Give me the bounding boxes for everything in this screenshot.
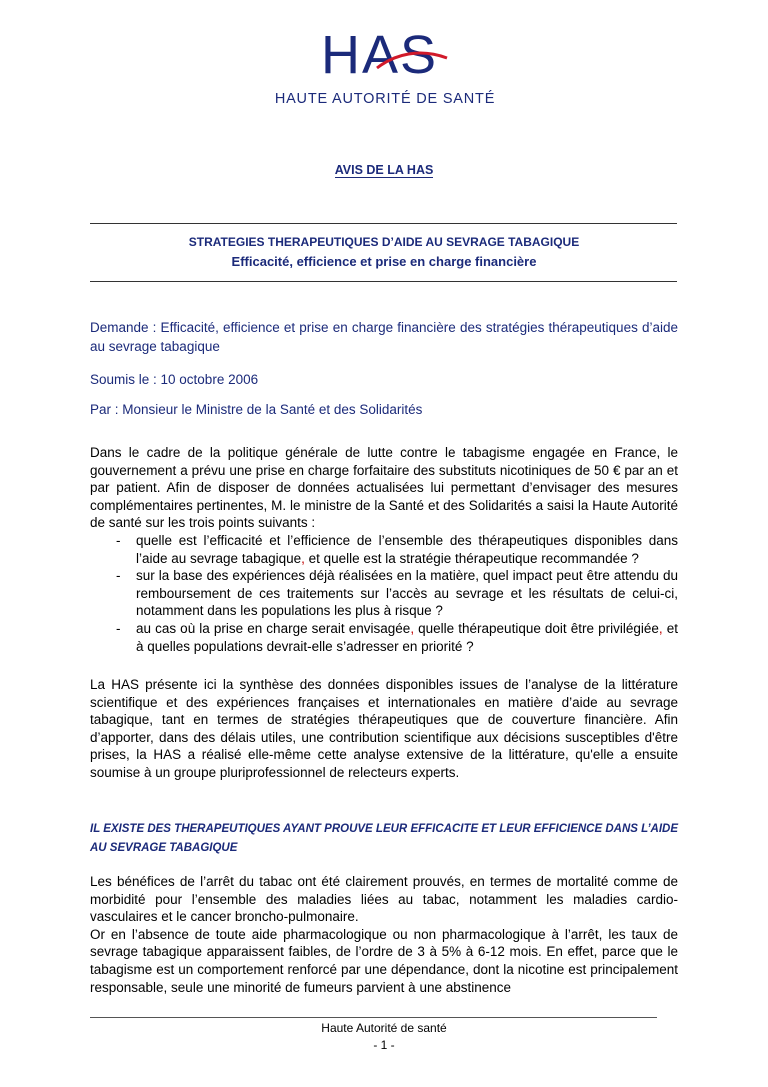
list-item-mark: , xyxy=(410,620,415,636)
par-line: Par : Monsieur le Ministre de la Santé et des Solidarités xyxy=(90,402,423,417)
question-list xyxy=(90,532,678,655)
avis-title xyxy=(0,163,768,177)
intro-paragraph: Dans le cadre de la politique générale de lutte contre le tabagisme engagée en France, le gouvernement a prévu une prise en charge forfaitaire des substituts nicotiniques de 50 € par an et par patient. Afin de disposer de données actualisées lui permettant d’envisager des mesures complémentaires pertinentes, M. le ministre de la Santé et des Solidarités a saisi la Haute Autorité de santé sur les trois points suivants : xyxy=(90,445,678,531)
section-body xyxy=(90,873,678,996)
list-item-text: au cas où la prise en charge serait envisagée xyxy=(136,620,411,636)
synthesis-paragraph: La HAS présente ici la synthèse des données disponibles issues de l’analyse de la littérature scientifique et des expériences françaises et internationales en matière d’aide au sevrage tabagique, tant en termes de stratégies thérapeutiques que de couverture financière. Afin d’apporter, dans des délais utiles, une contribution scientifique aux décisions susceptibles d'être prises, la HAS a réalisé elle-même cette analyse extensive de la littérature, qu'elle a ensuite soumise à un groupe pluriprofessionnel de relecteurs experts. xyxy=(90,677,678,780)
footer-rule xyxy=(90,1017,657,1018)
list-item-text: sur la base des expériences déjà réalisées en la matière, quel impact peut être attendu du remboursement de ces traitements sur l’accès au sevrage et les résultats de celui-ci, notamment dans les populations les plus à risque ? xyxy=(136,568,678,619)
logo-swoosh-icon xyxy=(315,25,455,98)
list-item xyxy=(90,567,678,620)
list-item-text: et quelle est la stratégie thérapeutique recommandée ? xyxy=(304,550,639,566)
list-item-mark: , xyxy=(658,620,663,636)
bottom-rule xyxy=(90,281,677,282)
document-title: STRATEGIES THERAPEUTIQUES D’AIDE AU SEVRAGE TABAGIQUE xyxy=(188,235,580,249)
document-subtitle: Efficacité, efficience et prise en charge financière xyxy=(231,254,537,269)
page-number: - 1 - xyxy=(373,1038,395,1052)
footer-org: Haute Autorité de santé xyxy=(321,1021,447,1035)
list-item-text: quelle est l’efficacité et l’efficience de l’ensemble des thérapeutiques disponibles dans l’aide au sevrage tabagique xyxy=(136,532,678,566)
list-dash: - xyxy=(116,568,121,584)
top-rule xyxy=(90,223,677,224)
avis-title-text: AVIS DE LA HAS xyxy=(334,163,434,177)
section-heading: IL EXISTE DES THERAPEUTIQUES AYANT PROUVE LEUR EFFICACITE ET LEUR EFFICIENCE DANS L’AIDE AU SEVRAGE TABAGIQUE xyxy=(90,823,678,854)
list-item-text: et à quelles populations devrait-elle s’adresser en priorité ? xyxy=(136,620,678,654)
logo-letters: HAS xyxy=(321,25,439,85)
soumis-line: Soumis le : 10 octobre 2006 xyxy=(90,372,259,387)
logo-subtitle: HAUTE AUTORITÉ DE SANTÉ xyxy=(274,91,496,107)
list-item-text: quelle thérapeutique doit être privilégiée xyxy=(414,620,659,636)
section-paragraph: Or en l’absence de toute aide pharmacologique ou non pharmacologique à l’arrêt, les taux de sevrage tabagique apparaissent faibles, de l’ordre de 3 à 5% à 6-12 mois. En effet, parce que le tabagisme est un comportement renforcé par une dépendance, dont la nicotine est principalement responsable, seule une minorité de fumeurs parvient à une abstinence xyxy=(90,926,678,995)
list-dash: - xyxy=(116,620,121,636)
has-logo xyxy=(255,25,515,123)
demande-line: Demande : Efficacité, efficience et prise en charge financière des stratégies thérapeutiques d’aide au sevrage tabagique xyxy=(90,320,678,354)
list-item xyxy=(90,532,678,567)
list-item xyxy=(90,620,678,655)
list-item-mark: , xyxy=(301,550,305,566)
section-paragraph: Les bénéfices de l’arrêt du tabac ont été clairement prouvés, en termes de mortalité comme de morbidité pour l’ensemble des maladies liées au tabac, notamment les maladies cardio-vasculaires et le cancer broncho-pulmonaire. xyxy=(90,874,678,925)
list-dash: - xyxy=(116,532,121,548)
intro-block xyxy=(90,444,678,655)
